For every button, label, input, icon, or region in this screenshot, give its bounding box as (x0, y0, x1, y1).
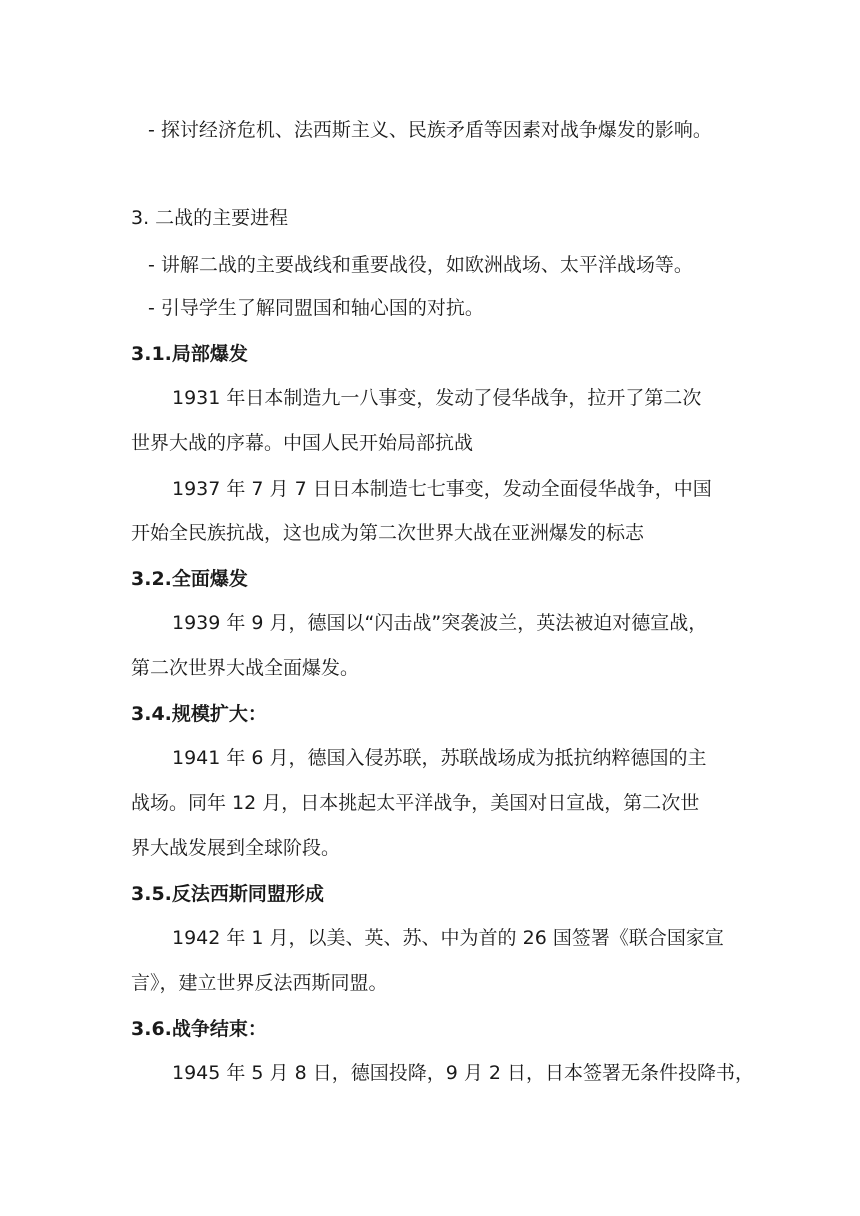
paragraph-line: 1931 年日本制造九一八事变，发动了侵华战争，拉开了第二次 (172, 387, 702, 409)
bullet-item: - 探讨经济危机、法西斯主义、民族矛盾等因素对战争爆发的影响。 (148, 119, 712, 141)
paragraph-line: 开始全民族抗战，这也成为第二次世界大战在亚洲爆发的标志 (131, 522, 645, 544)
bullet-item: - 讲解二战的主要战线和重要战役，如欧洲战场、太平洋战场等。 (148, 254, 693, 276)
subsection-heading: 3.5.反法西斯同盟形成 (131, 883, 324, 905)
subsection-heading: 3.4.规模扩大： (131, 703, 267, 725)
paragraph-line: 第二次世界大战全面爆发。 (131, 657, 360, 679)
paragraph-line: 1945 年 5 月 8 日，德国投降，9 月 2 日，日本签署无条件投降书， (172, 1062, 755, 1084)
subsection-heading: 3.2.全面爆发 (131, 568, 248, 590)
subsection-heading: 3.6.战争结束： (131, 1018, 267, 1040)
paragraph-line: 战场。同年 12 月，日本挑起太平洋战争，美国对日宣战，第二次世 (131, 792, 700, 814)
paragraph-line: 1939 年 9 月，德国以“闪击战”突袭波兰，英法被迫对德宣战， (172, 612, 708, 634)
subsection-heading: 3.1.局部爆发 (131, 343, 248, 365)
paragraph-line: 1941 年 6 月，德国入侵苏联，苏联战场成为抵抗纳粹德国的主 (172, 747, 707, 769)
bullet-item: - 引导学生了解同盟国和轴心国的对抗。 (148, 297, 484, 319)
section-title: 3. 二战的主要进程 (131, 207, 289, 229)
paragraph-line: 1942 年 1 月，以美、英、苏、中为首的 26 国签署《联合国家宣 (172, 927, 724, 949)
paragraph-line: 言》，建立世界反法西斯同盟。 (131, 972, 388, 994)
paragraph-line: 界大战发展到全球阶段。 (131, 837, 341, 859)
paragraph-line: 1937 年 7 月 7 日日本制造七七事变，发动全面侵华战争，中国 (172, 478, 712, 500)
paragraph-line: 世界大战的序幕。中国人民开始局部抗战 (131, 432, 474, 454)
